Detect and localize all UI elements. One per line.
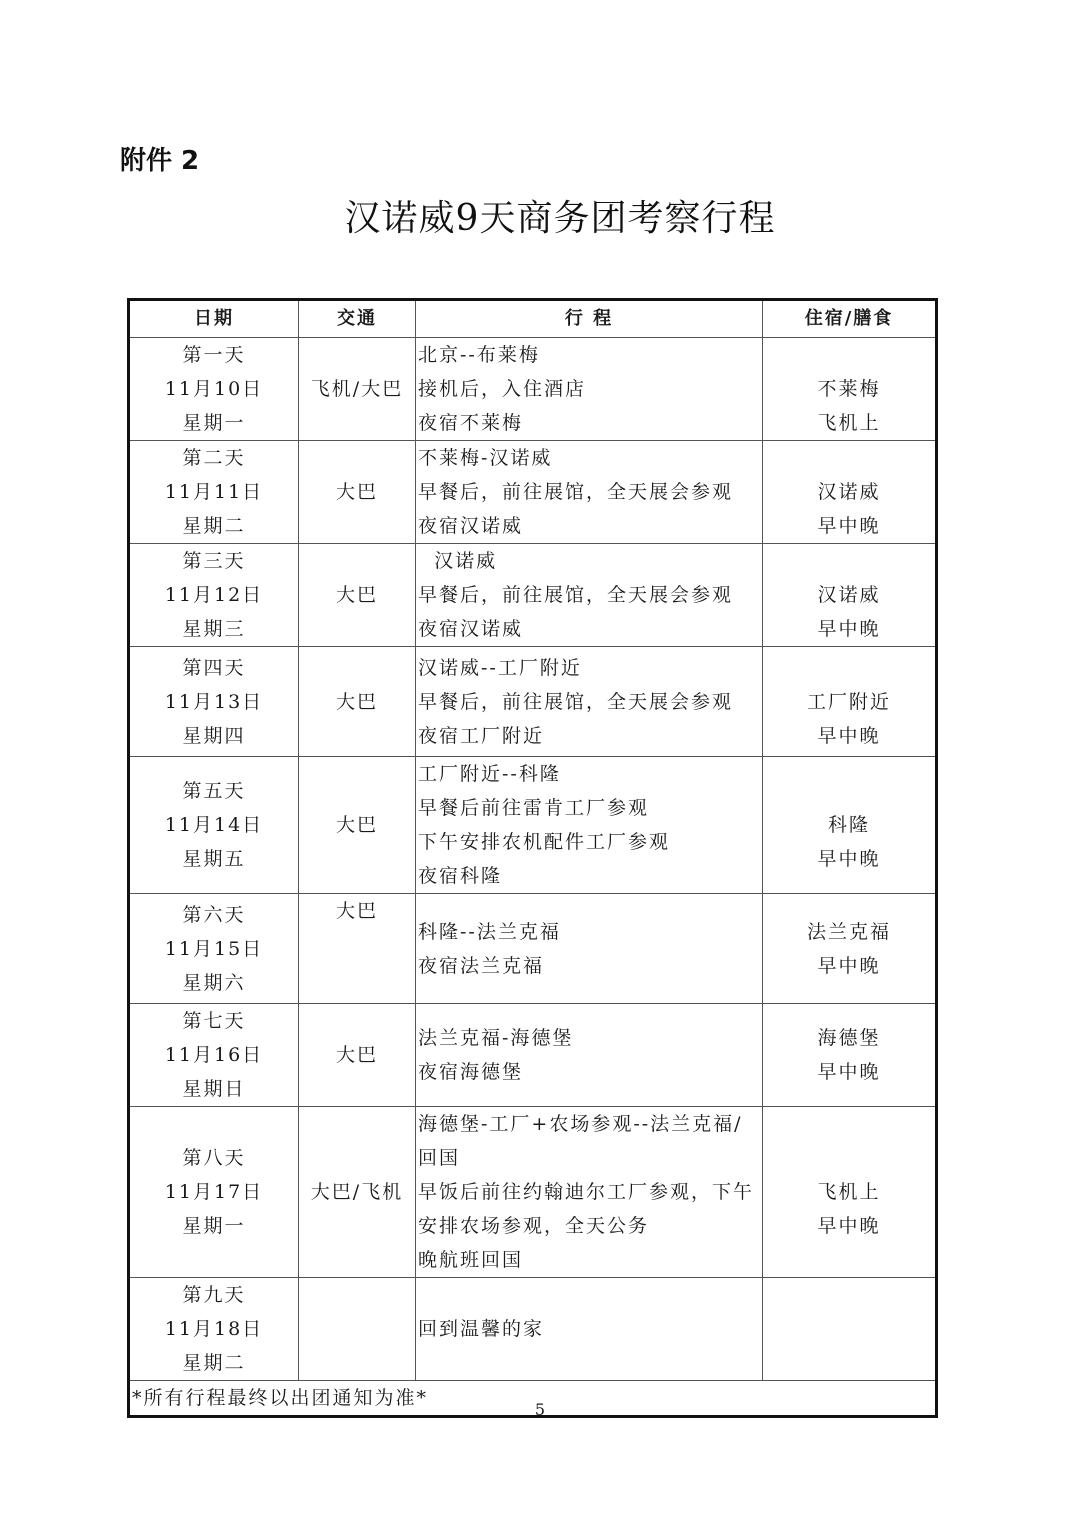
itinerary-line: 科隆--法兰克福 [418, 920, 561, 943]
itinerary-line: 汉诺威--工厂附近 [418, 656, 582, 679]
accommodation-line: 早中晚 [817, 515, 881, 537]
date-date: 11月14日 [164, 814, 264, 836]
date-day: 第一天 [182, 344, 246, 366]
accommodation-line: 早中晚 [817, 618, 881, 640]
itinerary-cell [416, 1107, 763, 1278]
accommodation-line: 飞机上 [817, 412, 881, 434]
itinerary-line: 接机后，入住酒店 [418, 378, 587, 400]
accommodation-cell [763, 1004, 937, 1107]
table-row [129, 757, 937, 894]
itinerary-table [127, 298, 938, 1418]
itinerary-line: 早餐后，前往展馆，全天展会参观 [418, 690, 734, 713]
column-header-transport: 交通 [299, 300, 416, 338]
itinerary-cell [416, 647, 763, 757]
date-date: 11月16日 [164, 1044, 264, 1066]
itinerary-line: 汉诺威 [418, 550, 498, 572]
date-day: 第六天 [182, 903, 246, 926]
itinerary-line: 夜宿不莱梅 [418, 412, 524, 434]
accommodation-cell [763, 441, 937, 544]
date-cell [129, 1004, 299, 1107]
date-date: 11月17日 [164, 1181, 264, 1203]
date-date: 11月18日 [164, 1318, 264, 1340]
accommodation-line: 早中晚 [817, 848, 881, 870]
date-cell [129, 1107, 299, 1278]
date-weekday: 星期六 [182, 971, 246, 994]
date-day: 第八天 [182, 1147, 246, 1169]
date-cell [129, 544, 299, 647]
itinerary-cell [416, 1004, 763, 1107]
accommodation-cell [763, 647, 937, 757]
itinerary-line: 法兰克福-海德堡 [418, 1027, 574, 1049]
date-date: 11月11日 [164, 481, 264, 503]
transport-cell [299, 1278, 416, 1381]
accommodation-cell [763, 544, 937, 647]
accommodation-line: 海德堡 [817, 1027, 881, 1049]
itinerary-line: 夜宿海德堡 [418, 1061, 524, 1083]
table-row [129, 544, 937, 647]
accommodation-line: 早中晚 [817, 1215, 881, 1237]
date-day: 第五天 [182, 780, 246, 802]
date-weekday: 星期三 [182, 618, 246, 640]
transport-cell: 大巴 [299, 544, 416, 647]
transport-cell: 飞机/大巴 [299, 338, 416, 441]
accommodation-line: 早中晚 [817, 724, 881, 747]
itinerary-line: 海德堡-工厂+农场参观--法兰克福/回国 [418, 1113, 743, 1169]
accommodation-line: 早中晚 [817, 954, 881, 977]
date-date: 11月15日 [164, 937, 264, 960]
column-header-itinerary: 行 程 [416, 300, 763, 338]
accommodation-cell [763, 338, 937, 441]
itinerary-cell [416, 544, 763, 647]
column-header-accommodation: 住宿/膳食 [763, 300, 937, 338]
table-row [129, 894, 937, 1004]
itinerary-line: 早餐后，前往展馆，全天展会参观 [418, 481, 734, 503]
transport-cell: 大巴 [299, 1004, 416, 1107]
page-title: 汉诺威9天商务团考察行程 [344, 198, 776, 239]
accommodation-cell [763, 1278, 937, 1381]
date-date: 11月12日 [164, 584, 264, 606]
accommodation-line: 法兰克福 [806, 920, 891, 943]
transport-cell: 大巴 [299, 441, 416, 544]
transport-cell: 大巴 [299, 894, 416, 1004]
date-weekday: 星期二 [182, 515, 246, 537]
itinerary-line: 早饭后前往约翰迪尔工厂参观，下午安排农场参观，全天公务 [418, 1181, 755, 1237]
accommodation-cell [763, 757, 937, 894]
accommodation-cell [763, 894, 937, 1004]
table-row [129, 1107, 937, 1278]
date-cell [129, 757, 299, 894]
date-weekday: 星期一 [182, 1215, 246, 1237]
itinerary-line: 夜宿汉诺威 [418, 515, 524, 537]
date-day: 第三天 [182, 550, 246, 572]
itinerary-line: 早餐后，前往展馆，全天展会参观 [418, 584, 734, 606]
itinerary-line: 工厂附近--科隆 [418, 763, 561, 785]
itinerary-line: 夜宿汉诺威 [418, 618, 524, 640]
itinerary-line: 晚航班回国 [418, 1249, 524, 1271]
itinerary-cell [416, 894, 763, 1004]
date-weekday: 星期四 [182, 724, 246, 747]
itinerary-line: 下午安排农机配件工厂参观 [418, 831, 671, 853]
table-row [129, 338, 937, 441]
date-weekday: 星期二 [182, 1352, 246, 1374]
date-day: 第七天 [182, 1010, 246, 1032]
table-row [129, 441, 937, 544]
transport-cell: 大巴/飞机 [299, 1107, 416, 1278]
accommodation-line: 工厂附近 [806, 690, 891, 713]
transport-cell: 大巴 [299, 647, 416, 757]
date-weekday: 星期日 [182, 1078, 246, 1100]
itinerary-line: 不莱梅-汉诺威 [418, 447, 553, 469]
accommodation-line: 不莱梅 [817, 378, 881, 400]
accommodation-line: 汉诺威 [817, 584, 881, 606]
date-day: 第九天 [182, 1284, 246, 1306]
date-day: 第四天 [182, 656, 246, 679]
date-cell [129, 647, 299, 757]
itinerary-line: 夜宿科隆 [418, 865, 503, 887]
transport-cell: 大巴 [299, 757, 416, 894]
date-weekday: 星期五 [182, 848, 246, 870]
date-cell [129, 441, 299, 544]
date-date: 11月10日 [164, 378, 264, 400]
accommodation-line: 早中晚 [817, 1061, 881, 1083]
date-cell [129, 338, 299, 441]
table-row [129, 1004, 937, 1107]
date-weekday: 星期一 [182, 412, 246, 434]
attachment-label: 附件 2 [120, 146, 200, 176]
page-number: 5 [534, 1400, 546, 1419]
accommodation-line: 科隆 [827, 814, 870, 836]
date-date: 11月13日 [164, 690, 264, 713]
itinerary-cell [416, 441, 763, 544]
column-header-date: 日期 [129, 300, 299, 338]
accommodation-line: 汉诺威 [817, 481, 881, 503]
itinerary-note: *所有行程最终以出团通知为准* [129, 1381, 937, 1417]
itinerary-line: 回到温馨的家 [418, 1318, 545, 1340]
date-cell [129, 1278, 299, 1381]
table-row [129, 647, 937, 757]
itinerary-cell [416, 338, 763, 441]
date-day: 第二天 [182, 447, 246, 469]
accommodation-line: 飞机上 [817, 1181, 881, 1203]
table-header-row [129, 300, 937, 338]
itinerary-line: 夜宿工厂附近 [418, 724, 545, 747]
accommodation-cell [763, 1107, 937, 1278]
itinerary-line: 早餐后前往雷肯工厂参观 [418, 797, 650, 819]
table-row [129, 1278, 937, 1381]
itinerary-cell [416, 757, 763, 894]
itinerary-line: 北京--布莱梅 [418, 344, 540, 366]
itinerary-cell [416, 1278, 763, 1381]
date-cell [129, 894, 299, 1004]
itinerary-line: 夜宿法兰克福 [418, 954, 545, 977]
